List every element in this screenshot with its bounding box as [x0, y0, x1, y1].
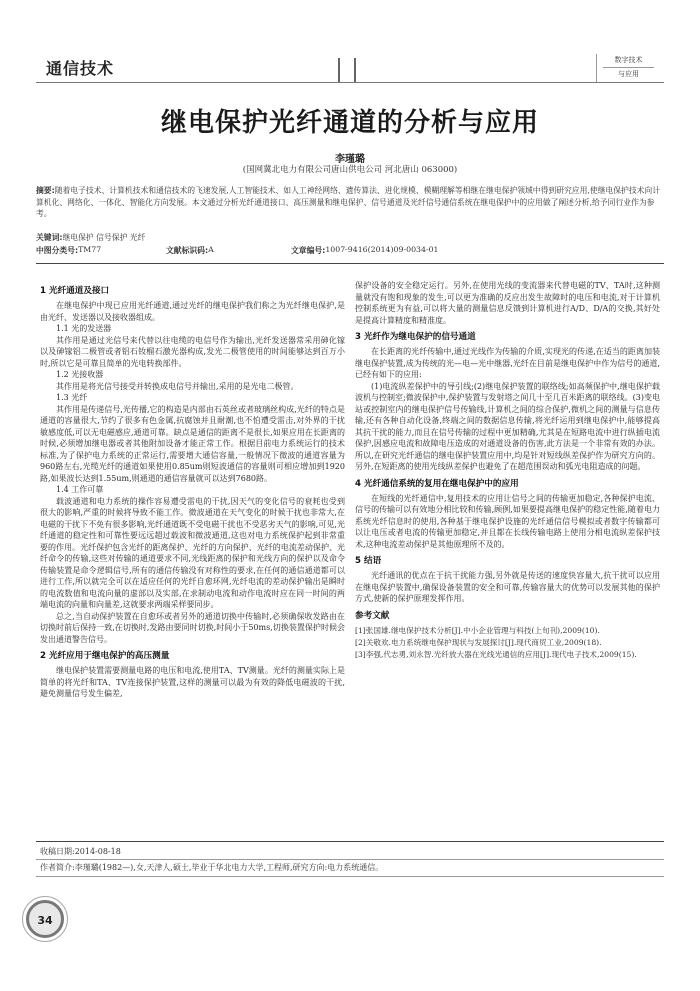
- keywords-label: 关键词:: [36, 233, 63, 242]
- received-date: 收稿日期:2014-08-18: [40, 847, 121, 856]
- section-heading: 5 结语: [355, 556, 382, 566]
- paragraph: 在短线的光纤通信中,复用技术的应用让信号之间的传输更加稳定,各种保护电流、信号的传输可以有效地分相比较和传输,顾例,如果要提高继电保护的稳定性能,随着电力系统光纤信息时的使用,各种基于继电保护设施的光纤通信信号模拟或者数字传输都可以让电压或者电流的传输更加稳定,并且都在长线传输电路上使用分相电流纵差保护技术,这种电流差动保护是其他原理所不及的。: [355, 493, 660, 549]
- paragraph: 在长距离的光纤传输中,通过光线作为传输的介质,实现光的传递,在适当的距离加装继电保护装置,成为传统的光—电—光中继器,光纤在目前是继电保护中作为信号的通道,已经有如下的应用:: [355, 347, 660, 379]
- paragraph: 载波通道和电力系统的操作容易遭受雷电的干扰,因天气的变化信号的衰耗也受到很大的影响,严重的时候将导致不能工作。微波通道在天气变化的时候干扰也非常大,在电磁的干扰下不免有很多影响,光纤通道既不受电磁干扰也不受恶劣天气的影响,可见,光纤通道的稳定性和可靠性要远远超过载波和微波通道,这也对电力系统保护起到非常重要的作用。光纤保护包含光纤的距离保护、光纤的方向保护、光纤的电流差动保护、光纤命令的传输,这些对传输的通道要求不同,光线距离的保护和光线方向的保护以及命令传输装置是命令逻辑信号,所有的通信传输没有对称性的要求,在任何的通信通道都可以进行工作,所以就完全可以在适应任何的光纤自愈环网,光纤电流的差动保护输出是瞬时的电流数值和电流向量的虚部以及实部,在求制动电流和动作电流时应在同一时间的两端电流的向量和向量差,这就要求两端采样要同步。: [40, 496, 345, 609]
- reference-item: [1]张国雄.继电保护技术分析[J].中小企业管理与科技(上旬刊),2009(10).: [355, 625, 600, 635]
- author: 李瑾璐: [335, 154, 365, 165]
- article-no-label: 文章编号:: [291, 246, 326, 255]
- paragraph: 保护设备的安全稳定运行。另外,在使用光线的变流器来代替电磁的TV、TA时,这种测量就没有饱和现象的发生,可以更为准确的反应出发生故障时的电压和电流,对于计算机控制系统更为有益,可以将大量的测量信息反馈到计算机进行A/D、D/A的交换,其好处是提高计算精度和精准度。: [355, 281, 660, 325]
- author-bio: 作者简介:李瑾璐(1982—),女,天津人,硕士,毕业于华北电力大学,工程师,研究方向:电力系统通信。: [40, 863, 384, 872]
- journal-badge: [596, 54, 660, 82]
- subsection-heading: 1.4 工作可靠: [56, 485, 104, 494]
- clc-label: 中图分类号:: [36, 246, 79, 255]
- paragraph: 总之,当自动保护装置在自愈环或者另外的通道切换中传输时,必须确保收发路由在切换时前后保持一致,在切换时,发路由要同时切换,时间小于50ms,切换装置保护时候会发出通道警告信号。: [40, 611, 345, 644]
- badge-top: 数字技术: [603, 56, 654, 68]
- section-title: 通信技术: [46, 59, 115, 78]
- reference-item: [3]李强,代志勇,刘永智.光纤放大器在光线光通信的应用[J].现代电子技术,2009(15).: [355, 649, 637, 659]
- page-number: 34: [26, 900, 64, 938]
- running-header: [36, 50, 664, 84]
- right-column: [355, 280, 660, 845]
- footer-rule: [36, 876, 664, 877]
- references-heading: 参考文献: [355, 610, 390, 621]
- meta-rule: [36, 263, 664, 264]
- abstract: [36, 185, 664, 220]
- footer-rule: [36, 841, 664, 842]
- badge-bottom: 与应用: [618, 70, 639, 78]
- header-divider-bars: [338, 58, 356, 82]
- abstract-label: 摘要:: [36, 186, 55, 195]
- section-heading: 1 光纤通道及接口: [40, 286, 110, 296]
- affiliation: (国网冀北电力有限公司唐山供电公司 河北唐山 063000): [242, 165, 458, 175]
- paragraph: 在继电保护中现已应用光纤通道,通过光纤的继电保护我们称之为光纤继电保护,是由光纤、发送器以及接收器组成。: [40, 301, 345, 322]
- reference-item: [2]关敬欢.电力系统继电保护现状与发展探讨[J].现代商贸工业,2009(18).: [355, 637, 602, 647]
- footer-rule: [36, 859, 664, 860]
- subsection-heading: 1.1 光的发送器: [56, 324, 112, 333]
- section-heading: 3 光纤作为继电保护的信号通道: [355, 332, 476, 342]
- paragraph: (1)电流纵差保护中的导引线;(2)继电保护装置的联络线;如高频保护中,继电保护载波机与控制室;微波保护中,保护装置与发射塔之间几十至几百米距离的联络线。(3)变电站或控制室内的继电保护信号传输线,计算机之间的综合保护,微机之间的测量与信息传输,还有各种自动化设备,终端之间的数据信息传输,将光纤运用到继电保护中,能够提高其抗干扰的能力,而且在信号传输的过程中更加精确,尤其是在短路电流中进行纵插电流保护,因感应电流和故障电压造成的对通道设备的伤害,此方法是一个非常有效的办法。所以,在研究光纤通信的继电保护装置应用中,均是针对短线纵差保护作为研究方向的。另外,在短距离的使用光线纵差保护也避免了在超范围误动和弧光电阻造成的问题。: [355, 381, 660, 471]
- doc-code-value: A: [208, 245, 214, 254]
- keywords: [36, 232, 145, 243]
- section-heading: 2 光纤应用于继电保护的高压测量: [40, 651, 170, 661]
- article-no-value: 1007-9416(2014)09-0034-01: [325, 245, 439, 254]
- clc-value: TM77: [78, 245, 102, 254]
- paragraph: 其作用是通过光信号来代替以往电缆的电信号作为输出,光纤发送器常采用砷化镓以及砷镓铝二极管或者铝石钕榴石激光器构成,发光二极管使用的时间能够达到百万小时,所以它是可靠且简单的光电转换部件。: [40, 335, 345, 368]
- article-title: 继电保护光纤通道的分析与应用: [160, 108, 539, 138]
- paragraph: 其作用是传递信号,光传播,它的构造是内部由石英丝或者玻璃丝构成,光纤的特点是通道的容量很大,节约了很多有色金属,抗腐蚀并且耐潮,也不怕遭受雷击,对外界的干扰敏感度低,可以无电磁感应,通道可靠。缺点是通信的距离不是很长,如果应用在长距离的时候,必须增加继电器或者其他附加设备才能正常工作。根据目前电力系统运行的技术标准,为了保护电力系统的正常运行,需要增大通信容量,一般情况下微波的通道容量为960路左右,光缆光纤的通道如果使用0.85um则短波通信的容量则可相应增加到1920路,如果波长达到1.55um,则通道的通信容量就可以达到7680路。: [40, 404, 345, 483]
- paragraph: 继电保护装置需要测量电路的电压和电流,使用TA、TV测量。光纤的测量实际上是简单的将光纤和TA、TV连接保护装置,这样的测量可以最为有效的降低电磁波的干扰,避免测量信号发生偏差,: [40, 666, 345, 698]
- doc-code-label: 文献标识码:: [166, 246, 209, 255]
- left-column: [40, 280, 345, 833]
- abstract-text: 随着电子技术、计算机技术和通信技术的飞速发展,人工智能技术、如人工神经网络、遗传算法、进化规模、模糊理解等相继在继电保护领域中得到研究应用,使继电保护技术向计算机化、网络化、一体化、智能化方向发展。本文通过分析光纤通道接口、高压测量和继电保护、信号通道及光纤信号通信系统在继电保护中的应用做了阐述分析,给予同行业作为参考。: [36, 186, 661, 218]
- paragraph: 光纤通讯的优点在于抗干扰能力强,另外就是传送的速度快容量大,抗干扰可以应用在继电保护装置中,确保设备装置的安全和可靠,传输容量大的优势可以发展其他的保护方式,使新的保护原理发挥作用。: [355, 571, 660, 603]
- paragraph: 其作用是将光信号接受并转换成电信号并输出,采用的是光电二极管。: [56, 381, 299, 391]
- article-meta: [36, 245, 664, 257]
- subsection-heading: 1.2 光接收器: [56, 370, 104, 379]
- section-heading: 4 光纤通信系统的复用在继电保护中的应用: [355, 478, 519, 489]
- subsection-heading: 1.3 光纤: [56, 393, 88, 402]
- header-rule: [36, 82, 664, 83]
- keywords-text: 继电保护 信号保护 光纤: [62, 233, 146, 242]
